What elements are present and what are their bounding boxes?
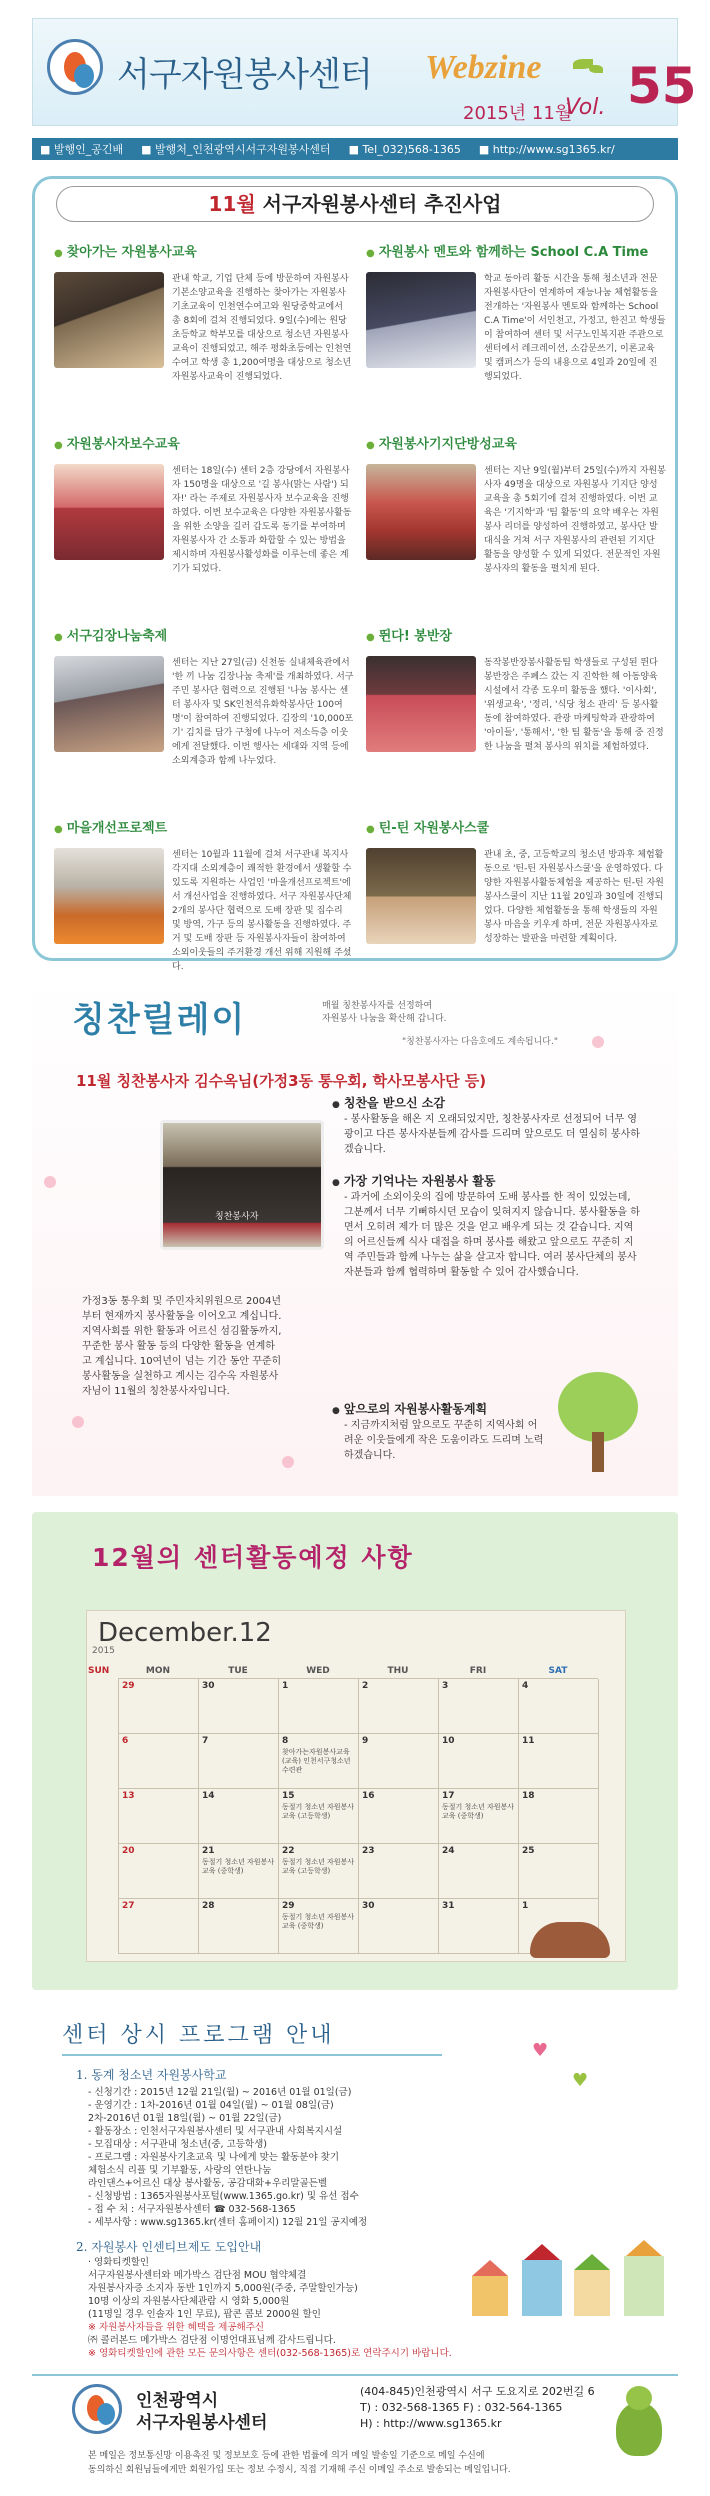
section-title: ● 서구김장나눔축제 bbox=[54, 628, 354, 646]
section-village-project bbox=[54, 820, 354, 972]
day-number: 1 bbox=[522, 1901, 529, 1911]
calendar-day-cell bbox=[439, 1679, 519, 1734]
program-heading: 2. 자원봉사 인센티브제도 도입안내 bbox=[76, 2240, 262, 2254]
program-detail: - 프로그램 : 자원봉사기초교육 및 나에게 맞는 활동분야 찾기 bbox=[88, 2152, 340, 2163]
day-event: 찾아가는자원봉사교육 (교육) 인천서구청소년수련관 bbox=[282, 1748, 351, 1774]
event-photo bbox=[366, 848, 476, 944]
section-title: ● 틴-틴 자원봉사스쿨 bbox=[366, 820, 666, 838]
village-illustration bbox=[462, 2186, 672, 2316]
answer-text: - 지금까지처럼 앞으로도 꾸준히 지역사회 어려운 이웃들에게 작은 도움이라도 드리며 노력하겠습니다. bbox=[344, 1420, 544, 1461]
heart-icon: ♥ bbox=[532, 2040, 549, 2061]
section-title: ● 자원봉사기지단방성교육 bbox=[366, 436, 666, 454]
promo-title: 11월 서구자원봉사센터 추진사업 bbox=[56, 186, 654, 222]
publishing-org: ■ 발행처_인천광역시서구자원봉사센터 bbox=[141, 143, 331, 156]
calendar-day-cell bbox=[359, 1899, 439, 1954]
program-detail: 자원봉사자증 소지자 동반 1인까지 5,000원(주중, 주말할인가능) bbox=[88, 2283, 358, 2294]
leaf-icon bbox=[589, 65, 603, 73]
calendar-day-cell bbox=[119, 1899, 199, 1954]
relay-logo: 칭찬릴레이 bbox=[72, 1000, 247, 1040]
section-text: 학교 동아리 활동 시간을 통해 청소년과 전문 자원봉사단이 연계하여 재능나눔 체험활동을 전개하는 '자원봉사 멘토와 함께하는 School C.A Time'이 서인천고, 가정고, 한진고 학생들이 참여하여 센터 및 서구노인복지관 주관으로 센터에서 레크레이션, 소감문쓰기, 이론교육 및 캠퍼스가 등의 내용으로 4일과 20일에 진행되었다. bbox=[484, 274, 666, 382]
calendar-day-cell bbox=[199, 1844, 279, 1899]
calendar-day-cell bbox=[519, 1789, 599, 1844]
calendar-day-cell bbox=[359, 1789, 439, 1844]
day-event: 동절기 청소년 자원봉사 교육 (고등학생) bbox=[282, 1803, 355, 1820]
weekday-label: SAT bbox=[548, 1666, 568, 1676]
calendar-day-cell bbox=[519, 1734, 599, 1789]
weekday-label: TUE bbox=[228, 1666, 248, 1676]
header-title: 서구자원봉사센터 bbox=[117, 55, 372, 95]
calendar-year: 2015 bbox=[92, 1646, 115, 1656]
day-number: 20 bbox=[122, 1846, 135, 1856]
day-number: 17 bbox=[442, 1791, 455, 1801]
center-logo-icon bbox=[72, 2384, 122, 2434]
day-number: 21 bbox=[202, 1846, 215, 1856]
december-calendar-section bbox=[32, 1512, 678, 1990]
answer-text: - 과거에 소외이웃의 집에 방문하여 도배 봉사를 한 적이 있었는데, 그분께서 너무 기뻐하시던 모습이 잊혀지지 않습니다. 봉사활동을 하면서 오히려 제가 더 많은 것을 얻고 배우게 되는 것 같습니다. 지역의 어르신들께 식사 대접을 하며 봉사를 해왔고 앞으로도 꾸준히 지역 주민들과 함께 나누는 삶을 살고자 합니다. 여러 봉사단체의 봉사자분들과 함께 협력하며 활동할 수 있어 감사했습니다. bbox=[344, 1192, 640, 1278]
calendar-day-cell bbox=[439, 1789, 519, 1844]
calendar-day-cell bbox=[279, 1679, 359, 1734]
calendar-day-cell bbox=[439, 1734, 519, 1789]
program-detail: - 모집대상 : 서구관내 청소년(중, 고등학생) bbox=[88, 2139, 267, 2150]
answer-text: - 봉사활동을 해온 지 오래되었지만, 칭찬봉사자로 선정되어 너무 영광이고 다른 봉사자분들께 감사를 드리며 앞으로도 더 열심히 봉사하겠습니다. bbox=[344, 1114, 640, 1155]
footer bbox=[32, 2374, 678, 2486]
program-detail: 체험소식 리플 및 기부활동, 사랑의 연탄나눔 bbox=[88, 2165, 272, 2176]
center-logo-icon bbox=[47, 39, 103, 95]
footer-address: (404-845)인천광역시 서구 도요지로 202번길 6 bbox=[360, 2385, 595, 2398]
day-number: 2 bbox=[362, 1681, 369, 1691]
section-text: 센터는 지난 27일(금) 신천동 실내체육관에서 '한 끼 나눔 김장나눔 축제'를 개최하였다. 서구주민 봉사단 협력으로 진행된 '나눔 봉사는 센터 봉사자 및 SK인천석유화학봉사단 100여명'이 참여하여 진행되었다. 김장의 '10,000포기' 김치를 담가 구청에 나누어 저소득층 이웃에게 전달했다. 이번 행사는 세대와 지역 등에 소외계층과 함께 나누었다. bbox=[172, 658, 354, 766]
event-photo bbox=[54, 272, 164, 368]
calendar-day-cell bbox=[279, 1789, 359, 1844]
day-number: 4 bbox=[522, 1681, 529, 1691]
program-detail: (11명일 경우 인솔자 1인 무료), 팝콘 콤보 2000원 할인 bbox=[88, 2309, 321, 2320]
day-number: 24 bbox=[442, 1846, 455, 1856]
calendar-day-cell bbox=[519, 1679, 599, 1734]
day-number: 23 bbox=[362, 1846, 375, 1856]
calendar-day-cell bbox=[199, 1789, 279, 1844]
program-detail: ※ 영화티켓할인에 관한 모든 문의사항은 센터(032-568-1365)로 연락주시기 바랍니다. bbox=[88, 2348, 452, 2359]
volume-number: 55 bbox=[627, 57, 697, 115]
program-detail: 라인댄스+어르신 대상 봉사활동, 공감대화+우리말골든벨 bbox=[88, 2178, 328, 2189]
day-number: 30 bbox=[202, 1681, 215, 1691]
day-event: 동절기 청소년 자원봉사 교육 (중학생) bbox=[442, 1803, 515, 1820]
section-leader-training bbox=[366, 436, 666, 574]
event-photo bbox=[366, 656, 476, 752]
section-title: ● 마을개선프로젝트 bbox=[54, 820, 354, 838]
relay-subtitle: 자원봉사 나눔을 확산해 갑니다. bbox=[322, 1014, 447, 1024]
publisher: ■ 발행인_공긴배 bbox=[40, 143, 124, 156]
day-number: 10 bbox=[442, 1736, 455, 1746]
photo-caption: 칭찬봉사자 bbox=[215, 1212, 259, 1222]
flower-icon bbox=[282, 1456, 294, 1468]
calendar-day-cell bbox=[439, 1899, 519, 1954]
calendar-day-cell bbox=[519, 1844, 599, 1899]
program-detail: - 세부사항 : www.sg1365.kr(센터 홈페이지) 12월 21일 공지예정 bbox=[88, 2217, 368, 2228]
day-number: 29 bbox=[122, 1681, 135, 1691]
day-number: 22 bbox=[282, 1846, 295, 1856]
heart-icon: ♥ bbox=[572, 2070, 589, 2091]
flower-icon bbox=[72, 1416, 84, 1428]
section-teen-school bbox=[366, 820, 666, 958]
footer-notice: 본 메일은 정보통신망 이용촉진 및 정보보호 등에 관한 법률에 의거 메일 발송일 기준으로 메일 수신에 bbox=[88, 2451, 485, 2461]
section-text: 동작봉반장봉사활동팀 학생들로 구성된 뛴다봉반장은 주폐스 갔는 지 진학한 해 아동양육시설에서 각종 도우미 활동을 했다. '이사회', '위생교육', '정리, '식당 청소 관리' 등 봉사활동에 참여하였다. 관광 마케팅학과 관광하여 '아이들', '통해서', '한 팀 활동'을 통해 중 진정한 나눔을 펼쳐 봉사의 위치를 체험하였다. bbox=[484, 658, 664, 752]
section-title: ● 자원봉사자보수교육 bbox=[54, 436, 354, 454]
section-school-ca-time bbox=[366, 244, 666, 382]
calendar-title: 12월의 센터활동예정 사항 bbox=[92, 1543, 414, 1572]
footer-notice: 동의하신 회원님들에게만 회원가입 또는 정보 수정시, 직접 기재해 주신 이메일 주소로 발송되는 메일입니다. bbox=[88, 2465, 511, 2475]
day-number: 11 bbox=[522, 1736, 535, 1746]
calendar-month: December.12 bbox=[98, 1618, 272, 1648]
event-photo bbox=[366, 464, 476, 560]
section-title: ● 뛴다! 봉반장 bbox=[366, 628, 666, 646]
event-photo bbox=[54, 656, 164, 752]
section-outreach-education bbox=[54, 244, 354, 382]
calendar-day-cell bbox=[199, 1734, 279, 1789]
program-detail: - 신청방법 : 1365자원봉사포털(www.1365.go.kr) 및 유선 접수 bbox=[88, 2191, 359, 2202]
volume-label: Vol. bbox=[565, 95, 606, 120]
day-number: 14 bbox=[202, 1791, 215, 1801]
footer-phone: T) : 032-568-1365 F) : 032-564-1365 bbox=[360, 2401, 563, 2414]
weekday-label: MON bbox=[145, 1666, 171, 1676]
program-heading: 1. 동계 청소년 자원봉사학교 bbox=[76, 2068, 227, 2082]
phone: ■ Tel_032)568-1365 bbox=[348, 142, 461, 156]
calendar-day-cell bbox=[279, 1844, 359, 1899]
flower-icon bbox=[592, 1036, 604, 1048]
day-number: 25 bbox=[522, 1846, 535, 1856]
weekday-label: FRI bbox=[469, 1666, 487, 1676]
divider bbox=[62, 2054, 442, 2056]
day-event: 동절기 청소년 자원봉사 교육 (중학생) bbox=[282, 1913, 355, 1930]
calendar-day-cell bbox=[199, 1899, 279, 1954]
calendar-day-cell bbox=[119, 1844, 199, 1899]
day-number: 28 bbox=[202, 1901, 215, 1911]
issue-date: 2015년 11월 bbox=[463, 103, 573, 124]
day-number: 6 bbox=[122, 1736, 129, 1746]
honoree-photo bbox=[160, 1120, 324, 1250]
day-number: 7 bbox=[202, 1736, 209, 1746]
day-event: 동절기 청소년 자원봉사 교육 (고등학생) bbox=[282, 1858, 355, 1875]
program-detail: 2차-2016년 01월 18일(월) ~ 01월 22일(금) bbox=[88, 2113, 282, 2124]
day-number: 18 bbox=[522, 1791, 535, 1801]
footer-contact bbox=[360, 2384, 595, 2432]
day-number: 29 bbox=[282, 1901, 295, 1911]
programs-section bbox=[32, 2000, 678, 2370]
program-detail: · 영화티켓할인 bbox=[88, 2257, 150, 2268]
section-title: ● 자원봉사 멘토와 함께하는 School C.A Time bbox=[366, 244, 666, 262]
footer-org-name: 서구자원봉사센터 bbox=[136, 2413, 268, 2433]
honoree-bio: 가정3동 통우회 및 주민자치위원으로 2004년부터 현재까지 봉사활동을 이어오고 계십니다. 지역사회를 위한 활동과 어르신 섬김활동까지, 꾸준한 봉사 활동 등의 다양한 활동을 연계하고 계십니다. 10여년이 넘는 기간 동안 꾸준히 봉사활동을 실천하고 계시는 김수옥 자원봉사자님이 11월의 칭찬봉사자입니다. bbox=[82, 1296, 282, 1397]
calendar-weekdays bbox=[118, 1666, 598, 1676]
section-volunteer-training bbox=[54, 436, 354, 574]
section-text: 관내 학교, 기업 단체 등에 방문하여 자원봉사 기본소양교육을 진행하는 찾아가는 자원봉사 기초교육이 인천연수여고와 원당중학교에서 총 8회에 걸쳐 진행되었다. 9일(수)에는 원당초등학교 학부모를 대상으로 청소년 자원봉사 교육이 진행되었고, 해주 평화초등에는 인천연수여고 학생 총 1,200여명을 대상으로 청소년자원봉사교육이 진행되었다. bbox=[172, 274, 352, 382]
program-detail: - 접 수 처 : 서구자원봉사센터 ☎ 032-568-1365 bbox=[88, 2204, 296, 2215]
calendar-day-cell bbox=[279, 1899, 359, 1954]
day-number: 30 bbox=[362, 1901, 375, 1911]
section-title: ● 찾아가는 자원봉사교육 bbox=[54, 244, 354, 262]
program-detail: 서구자원봉사센터와 메가박스 검단점 MOU 협약체결 bbox=[88, 2270, 307, 2281]
section-text: 센터는 지난 9일(월)부터 25일(수)까지 자원봉사자 49명을 대상으로 자원봉사 기지단 양성교육을 총 5회기에 걸쳐 진행하였다. 이번 교육은 '기지학'과 '팀 활동'의 요약 배우는 자원봉사 리더를 양성하여 진행하였고, 봉사단 발대식을 거쳐 서구 자원봉사의 관련된 기지단 활동을 양성할 수 있게 되었다. 전문적인 자원봉사자의 활동을 펼치게 된다. bbox=[484, 466, 666, 574]
section-text: 관내 초, 중, 고등학교의 청소년 방과후 체험활동으로 '틴-틴 자원봉사스쿨'을 운영하였다. 다양한 자원봉사활동체험을 제공하는 틴-틴 자원봉사스쿨이 지난 11월 20일과 30일에 진행되었다. 다양한 체험활동을 통해 학생들의 자원봉사 마음을 키우게 하며, 전문 자원봉사자로 성장하는 발판을 마련할 계획이다. bbox=[484, 850, 664, 944]
footer-website-link[interactable]: H) : http://www.sg1365.kr bbox=[360, 2417, 502, 2430]
day-number: 31 bbox=[442, 1901, 455, 1911]
calendar-day-cell bbox=[119, 1789, 199, 1844]
relay-quote: "칭찬봉사자는 다음호에도 계속됩니다." bbox=[402, 1037, 558, 1047]
webzine-label: Webzine bbox=[425, 49, 542, 86]
day-number: 3 bbox=[442, 1681, 449, 1691]
program-detail: 10명 이상의 자원봉사단체관람 시 영화 5,000원 bbox=[88, 2296, 290, 2307]
programs-title: 센터 상시 프로그램 안내 bbox=[62, 2023, 335, 2048]
day-number: 8 bbox=[282, 1736, 289, 1746]
calendar-day-cell bbox=[119, 1679, 199, 1734]
weekday-label: WED bbox=[306, 1666, 330, 1676]
relay-subtitle: 매월 칭찬봉사자를 선정하여 bbox=[322, 1001, 433, 1011]
day-number: 9 bbox=[362, 1736, 369, 1746]
program-detail: - 운영기간 : 1차-2016년 01월 04일(월) ~ 01월 08일(금) bbox=[88, 2100, 334, 2111]
program-detail: - 신청기간 : 2015년 12월 21일(월) ~ 2016년 01월 01일(금) bbox=[88, 2087, 352, 2098]
calendar-day-cell bbox=[359, 1734, 439, 1789]
program-detail: ※ 자원봉사자들을 위한 혜택을 제공해주신 bbox=[88, 2322, 265, 2333]
elephant-illustration bbox=[530, 1922, 610, 1958]
event-photo bbox=[54, 464, 164, 560]
calendar-day-cell bbox=[359, 1844, 439, 1899]
question-heading: ● 앞으로의 자원봉사활동계획 bbox=[332, 1400, 487, 1417]
program-detail: ㈜ 콜러본드 메가박스 검단점 이명언대표님께 감사드립니다. bbox=[88, 2335, 336, 2346]
praise-relay-section bbox=[32, 976, 678, 1496]
section-bongbanjang bbox=[366, 628, 666, 766]
question-heading: ● 가장 기억나는 자원봉사 활동 bbox=[332, 1172, 496, 1189]
website-link[interactable]: ■ http://www.sg1365.kr/ bbox=[478, 142, 615, 156]
event-photo bbox=[54, 848, 164, 944]
day-number: 13 bbox=[122, 1791, 135, 1801]
weekday-label: THU bbox=[387, 1666, 409, 1676]
webzine-header bbox=[32, 18, 697, 126]
calendar-day-cell bbox=[119, 1734, 199, 1789]
footer-org-city: 인천광역시 bbox=[136, 2391, 219, 2411]
calendar-day-cell bbox=[439, 1844, 519, 1899]
section-text: 센터는 10월과 11월에 걸쳐 서구관내 복지사각지대 소외계층이 쾌적한 환경에서 생활할 수 있도록 지원하는 사업인 '마을개선프로젝트'에서 개선사업을 진행하였다. 서구 자원봉사단체 2개의 봉사단 협력으로 도배 장판 및 집수리 및 방역, 가구 등의 봉사활동을 진행하였다. 주거 및 도배 장판 등 자원봉사자들이 참여하여 소외이웃들의 주거환경 개선 위해 지원해 주셨다. bbox=[172, 850, 352, 972]
day-event: 동절기 청소년 자원봉사 교육 (중학생) bbox=[202, 1858, 275, 1875]
tree-illustration bbox=[552, 1372, 644, 1472]
day-number: 16 bbox=[362, 1791, 375, 1801]
day-number: 1 bbox=[282, 1681, 289, 1691]
day-number: 27 bbox=[122, 1901, 135, 1911]
calendar-day-cell bbox=[279, 1734, 359, 1789]
event-photo bbox=[366, 272, 476, 368]
calendar-day-cell bbox=[199, 1679, 279, 1734]
program-detail: - 활동장소 : 인천서구자원봉사센터 및 서구관내 사회복지시설 bbox=[88, 2126, 343, 2137]
calendar-day-cell bbox=[359, 1679, 439, 1734]
calendar-grid bbox=[118, 1678, 598, 1954]
day-number: 15 bbox=[282, 1791, 295, 1801]
question-heading: ● 칭찬을 받으신 소감 bbox=[332, 1094, 445, 1111]
relay-headline: 11월 칭찬봉사자 김수옥님(가정3동 통우회, 학사모봉사단 등) bbox=[76, 1072, 487, 1090]
section-kimchi-festival bbox=[54, 628, 354, 766]
publisher-info-bar bbox=[32, 138, 678, 160]
section-text: 센터는 18일(수) 센터 2층 강당에서 자원봉사자 150명을 대상으로 '길 봉사(맑는 사람') 되자!' 라는 주제로 자원봉사자 보수교육을 진행하였다. 이번 보수교육은 다양한 자원봉사활동을 위한 소양을 길러 갑도록 동기를 부여하며 자원봉사자 간 소통과 화합할 수 있는 방법을 제시하며 자원봉사활성화를 이루는데 좋은 계기가 되었다. bbox=[172, 466, 352, 574]
mascot-icon bbox=[612, 2386, 666, 2458]
flower-icon bbox=[44, 1176, 56, 1188]
